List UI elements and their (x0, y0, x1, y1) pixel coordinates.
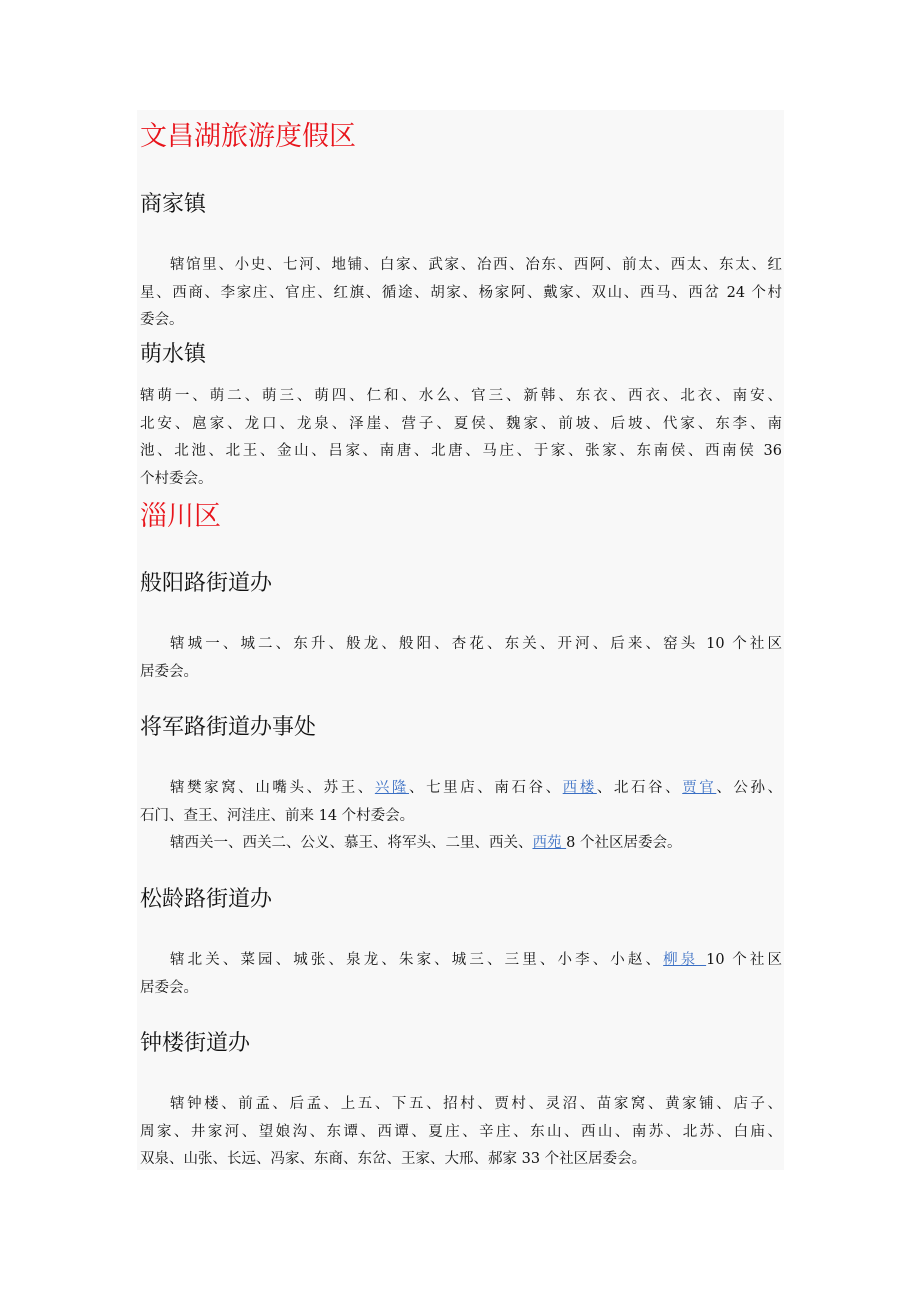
text-run: 居委会。 (140, 979, 198, 996)
paragraph-line (140, 947, 782, 975)
text-run: 辖西关一、西关二、公义、慕王、将军头、二里、西关、 (170, 835, 533, 851)
paragraph-line (140, 659, 782, 687)
subdistrict-heading: 商家镇 (140, 192, 207, 217)
paragraph (140, 775, 782, 858)
place-link[interactable]: 西楼 (562, 780, 597, 796)
paragraph-line (140, 411, 782, 439)
text-run: 池、北池、北王、金山、吕家、南唐、北唐、马庄、于家、张家、东南侯、西南侯 36 (140, 443, 782, 459)
paragraph-line (140, 975, 782, 1003)
subdistrict-heading: 将军路街道办事处 (140, 715, 317, 740)
place-link[interactable]: 柳泉 (663, 952, 707, 968)
subdistrict-heading: 松龄路街道办 (140, 887, 273, 912)
text-run: 、七里店、南石谷、 (409, 780, 563, 796)
paragraph-line (140, 830, 782, 858)
place-link[interactable]: 西苑 (532, 835, 567, 851)
text-run: 8 个社区居委会。 (566, 835, 682, 851)
text-run: 辖樊家窝、山嘴头、苏王、 (170, 780, 375, 796)
paragraph (140, 947, 782, 1002)
paragraph-line (140, 1119, 782, 1147)
text-run: 北安、扈家、龙口、龙泉、泽崖、营子、夏侯、魏家、前坡、后坡、代家、东李、南 (140, 415, 782, 432)
text-run: 居委会。 (140, 663, 198, 680)
paragraph (140, 383, 782, 493)
text-run: 辖萌一、萌二、萌三、萌四、仁和、水么、官三、新韩、东衣、西衣、北衣、南安、 (140, 388, 782, 404)
paragraph-line (140, 280, 782, 308)
text-run: 委会。 (140, 312, 184, 328)
text-run: 辖北关、菜园、城张、泉龙、朱家、城三、三里、小李、小赵、 (170, 952, 664, 968)
text-run: 辖馆里、小史、七河、地铺、白家、武家、冶西、冶东、西阿、前太、西太、东太、红 (170, 257, 782, 273)
text-run: 10 个社区 (706, 952, 783, 968)
text-run: 个村委会。 (140, 470, 213, 487)
place-link[interactable]: 兴隆 (374, 780, 410, 796)
paragraph-line (140, 1146, 782, 1174)
district-heading: 淄川区 (140, 501, 221, 532)
text-run: 周家、井家河、望娘沟、东谭、西谭、夏庄、辛庄、东山、西山、南苏、北苏、白庙、 (140, 1123, 782, 1140)
paragraph-line (140, 803, 782, 831)
paragraph-line (140, 631, 782, 659)
paragraph-line (140, 1091, 782, 1119)
text-run: 辖钟楼、前孟、后孟、上五、下五、招村、贾村、灵沼、苗家窝、黄家铺、店子、 (170, 1096, 782, 1112)
text-run: 石门、查王、河洼庄、前来 14 个村委会。 (140, 807, 415, 824)
text-run: 双泉、山张、长远、冯家、东商、东岔、王家、大邢、郝家 33 个社区居委会。 (140, 1151, 647, 1167)
text-run: 、公孙、 (716, 780, 783, 796)
paragraph-line (140, 252, 782, 280)
paragraph (140, 1091, 782, 1174)
text-run: 辖城一、城二、东升、般龙、般阳、杏花、东关、开河、后来、窑头 10 个社区 (170, 636, 782, 652)
paragraph-line (140, 383, 782, 411)
paragraph-line (140, 438, 782, 466)
subdistrict-heading: 萌水镇 (140, 342, 207, 367)
paragraph (140, 252, 782, 335)
place-link[interactable]: 贾官 (682, 780, 717, 796)
paragraph (140, 631, 782, 686)
subdistrict-heading: 般阳路街道办 (140, 571, 273, 596)
paragraph-line (140, 466, 782, 494)
text-run: 、北石谷、 (596, 780, 683, 796)
district-heading: 文昌湖旅游度假区 (140, 121, 356, 152)
subdistrict-heading: 钟楼街道办 (140, 1031, 251, 1056)
paragraph-line (140, 307, 782, 335)
text-run: 星、西商、李家庄、官庄、红旗、循途、胡家、杨家阿、戴家、双山、西马、西岔 24 个村 (140, 284, 782, 301)
paragraph-line (140, 775, 782, 803)
